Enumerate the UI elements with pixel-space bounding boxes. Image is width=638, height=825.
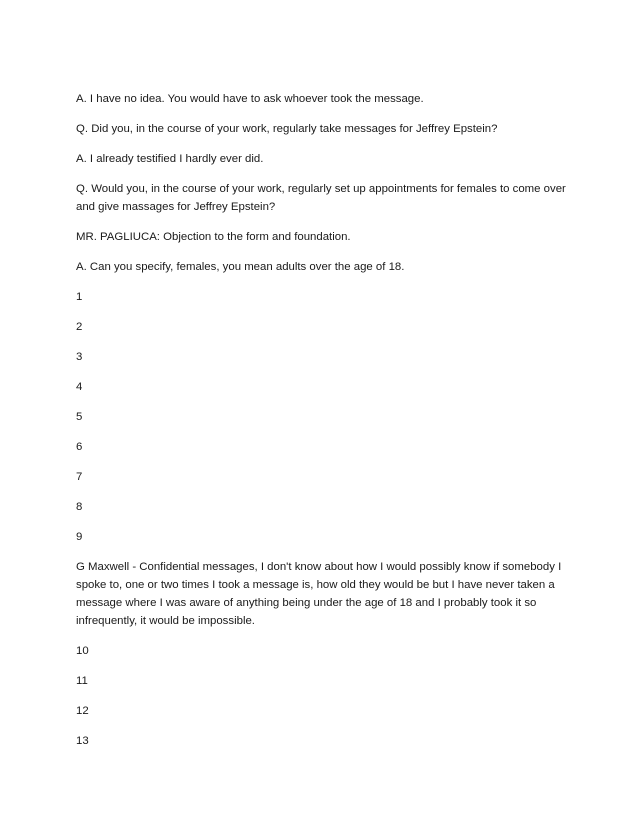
transcript-body (76, 90, 566, 762)
line-number: 5 (76, 411, 83, 423)
transcript-objection: MR. PAGLIUCA: Objection to the form and foundation. (76, 231, 351, 243)
transcript-question: Q. Did you, in the course of your work, regularly take messages for Jeffrey Epstein? (76, 123, 498, 135)
line-number: 8 (76, 501, 83, 513)
line-number: 3 (76, 351, 83, 363)
line-number: 12 (76, 705, 89, 717)
line-number: 7 (76, 471, 83, 483)
line-number: 4 (76, 381, 83, 393)
line-number: 10 (76, 645, 89, 657)
line-number: 13 (76, 735, 89, 747)
line-number: 1 (76, 291, 83, 303)
transcript-answer: A. I already testified I hardly ever did. (76, 153, 264, 165)
line-number: 9 (76, 531, 83, 543)
transcript-statement: G Maxwell - Confidential messages, I don't know about how I would possibly know if somebody I spoke to, one or two times I took a message is, how old they would be but I have never taken a message where I was aware of anything being under the age of 18 and I probably took it so infrequently, it would be impossible. (76, 561, 562, 627)
line-number: 2 (76, 321, 83, 333)
line-number: 6 (76, 441, 83, 453)
line-number: 11 (76, 675, 88, 687)
transcript-answer: A. Can you specify, females, you mean adults over the age of 18. (76, 261, 405, 273)
transcript-answer: A. I have no idea. You would have to ask whoever took the message. (76, 93, 424, 105)
transcript-question: Q. Would you, in the course of your work, regularly set up appointments for females to come over and give massages for Jeffrey Epstein? (76, 183, 566, 213)
